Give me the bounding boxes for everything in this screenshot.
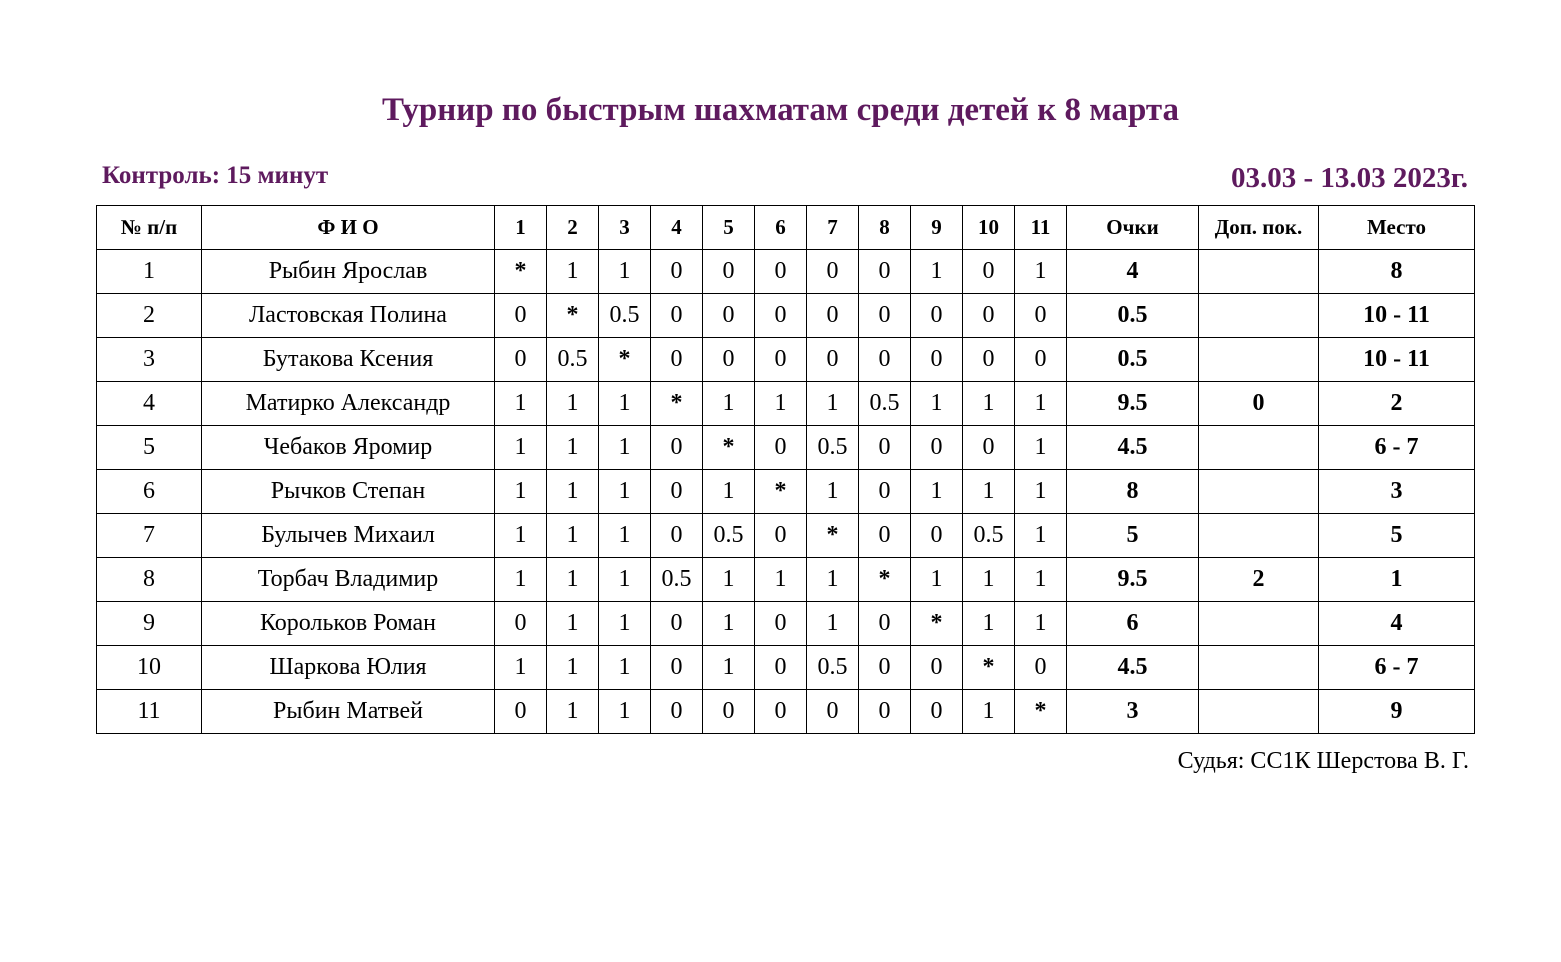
column-header: 3	[599, 206, 651, 250]
row-number: 1	[97, 250, 202, 294]
result-cell: *	[599, 338, 651, 382]
result-cell: 1	[599, 558, 651, 602]
place-cell: 6 - 7	[1319, 426, 1475, 470]
player-name: Ластовская Полина	[202, 294, 495, 338]
place-cell: 4	[1319, 602, 1475, 646]
result-cell: 0	[651, 690, 703, 734]
column-header: Очки	[1067, 206, 1199, 250]
result-cell: 0.5	[651, 558, 703, 602]
player-name: Корольков Роман	[202, 602, 495, 646]
result-cell: 0	[755, 338, 807, 382]
result-cell: 1	[495, 514, 547, 558]
table-row	[97, 338, 1475, 382]
player-name: Булычев Михаил	[202, 514, 495, 558]
table-row	[97, 294, 1475, 338]
result-cell: 1	[963, 382, 1015, 426]
result-cell: 0	[1015, 338, 1067, 382]
result-cell: 0	[911, 514, 963, 558]
column-header: 2	[547, 206, 599, 250]
result-cell: 1	[599, 602, 651, 646]
result-cell: 1	[703, 558, 755, 602]
tiebreak-cell	[1199, 426, 1319, 470]
tiebreak-cell	[1199, 514, 1319, 558]
row-number: 3	[97, 338, 202, 382]
column-header: 11	[1015, 206, 1067, 250]
result-cell: 1	[1015, 602, 1067, 646]
player-name: Рыбин Ярослав	[202, 250, 495, 294]
column-header: 1	[495, 206, 547, 250]
result-cell: 0	[651, 602, 703, 646]
result-cell: 0	[651, 294, 703, 338]
result-cell: 1	[1015, 426, 1067, 470]
result-cell: *	[1015, 690, 1067, 734]
result-cell: 0	[755, 426, 807, 470]
result-cell: 0	[651, 250, 703, 294]
result-cell: 1	[963, 558, 1015, 602]
row-number: 11	[97, 690, 202, 734]
result-cell: 1	[1015, 558, 1067, 602]
place-cell: 8	[1319, 250, 1475, 294]
result-cell: 0	[963, 426, 1015, 470]
result-cell: 1	[495, 426, 547, 470]
place-cell: 6 - 7	[1319, 646, 1475, 690]
result-cell: 0	[703, 294, 755, 338]
result-cell: 1	[807, 470, 859, 514]
result-cell: 1	[547, 250, 599, 294]
result-cell: *	[495, 250, 547, 294]
player-name: Чебаков Яромир	[202, 426, 495, 470]
result-cell: 1	[547, 382, 599, 426]
result-cell: *	[859, 558, 911, 602]
result-cell: 0.5	[703, 514, 755, 558]
column-header: Место	[1319, 206, 1475, 250]
result-cell: 0	[807, 690, 859, 734]
points-cell: 9.5	[1067, 382, 1199, 426]
place-cell: 2	[1319, 382, 1475, 426]
tiebreak-cell	[1199, 690, 1319, 734]
result-cell: *	[547, 294, 599, 338]
place-cell: 3	[1319, 470, 1475, 514]
result-cell: 1	[807, 602, 859, 646]
result-cell: 1	[703, 646, 755, 690]
result-cell: 1	[547, 558, 599, 602]
result-cell: 0	[703, 338, 755, 382]
column-header: Доп. пок.	[1199, 206, 1319, 250]
table-row	[97, 470, 1475, 514]
result-cell: 1	[703, 382, 755, 426]
result-cell: 0	[963, 338, 1015, 382]
result-cell: 0	[1015, 294, 1067, 338]
result-cell: 1	[911, 558, 963, 602]
result-cell: 1	[547, 690, 599, 734]
result-cell: 1	[1015, 250, 1067, 294]
result-cell: 1	[599, 382, 651, 426]
tournament-dates: 03.03 - 13.03 2023г.	[1230, 162, 1468, 194]
tiebreak-cell: 2	[1199, 558, 1319, 602]
result-cell: 1	[599, 426, 651, 470]
column-header: 8	[859, 206, 911, 250]
column-header: 5	[703, 206, 755, 250]
result-cell: 0.5	[599, 294, 651, 338]
result-cell: 0	[963, 294, 1015, 338]
column-header: 6	[755, 206, 807, 250]
result-cell: 0	[911, 338, 963, 382]
result-cell: 1	[547, 514, 599, 558]
result-cell: 0.5	[807, 646, 859, 690]
result-cell: 0	[755, 250, 807, 294]
points-cell: 4.5	[1067, 646, 1199, 690]
place-cell: 1	[1319, 558, 1475, 602]
result-cell: *	[911, 602, 963, 646]
column-header: 4	[651, 206, 703, 250]
result-cell: 1	[547, 470, 599, 514]
row-number: 4	[97, 382, 202, 426]
place-cell: 10 - 11	[1319, 294, 1475, 338]
column-header: 9	[911, 206, 963, 250]
result-cell: 0	[859, 646, 911, 690]
time-control: Контроль: 15 минут	[102, 162, 329, 189]
result-cell: 0	[911, 690, 963, 734]
tiebreak-cell: 0	[1199, 382, 1319, 426]
result-cell: 0	[911, 426, 963, 470]
place-cell: 10 - 11	[1319, 338, 1475, 382]
result-cell: 1	[599, 690, 651, 734]
result-cell: *	[807, 514, 859, 558]
column-header: Ф И О	[202, 206, 495, 250]
result-cell: 1	[495, 646, 547, 690]
result-cell: 1	[1015, 470, 1067, 514]
result-cell: 0	[911, 294, 963, 338]
result-cell: 1	[495, 382, 547, 426]
result-cell: 0	[859, 294, 911, 338]
tiebreak-cell	[1199, 470, 1319, 514]
result-cell: 0	[859, 690, 911, 734]
result-cell: *	[963, 646, 1015, 690]
result-cell: 0	[755, 294, 807, 338]
result-cell: 0	[859, 250, 911, 294]
result-cell: 0	[651, 514, 703, 558]
result-cell: 0	[755, 602, 807, 646]
result-cell: 1	[547, 426, 599, 470]
result-cell: 0	[859, 602, 911, 646]
result-cell: 0	[651, 426, 703, 470]
result-cell: 0	[495, 690, 547, 734]
table-row	[97, 426, 1475, 470]
result-cell: 0	[703, 250, 755, 294]
points-cell: 5	[1067, 514, 1199, 558]
table-row	[97, 382, 1475, 426]
result-cell: 0	[495, 294, 547, 338]
result-cell: 1	[755, 382, 807, 426]
place-cell: 9	[1319, 690, 1475, 734]
tiebreak-cell	[1199, 250, 1319, 294]
result-cell: 1	[599, 250, 651, 294]
result-cell: 0	[807, 250, 859, 294]
result-cell: 1	[755, 558, 807, 602]
result-cell: 0	[963, 250, 1015, 294]
points-cell: 9.5	[1067, 558, 1199, 602]
result-cell: 1	[599, 514, 651, 558]
result-cell: 0	[807, 294, 859, 338]
table-body	[97, 250, 1475, 734]
column-header: 10	[963, 206, 1015, 250]
table-row	[97, 602, 1475, 646]
result-cell: 0	[911, 646, 963, 690]
tiebreak-cell	[1199, 338, 1319, 382]
result-cell: 0	[495, 602, 547, 646]
row-number: 2	[97, 294, 202, 338]
result-cell: 1	[547, 646, 599, 690]
result-cell: 0.5	[963, 514, 1015, 558]
row-number: 9	[97, 602, 202, 646]
row-number: 10	[97, 646, 202, 690]
row-number: 6	[97, 470, 202, 514]
points-cell: 3	[1067, 690, 1199, 734]
result-cell: 1	[547, 602, 599, 646]
result-cell: 1	[911, 470, 963, 514]
result-cell: 1	[963, 470, 1015, 514]
result-cell: 1	[1015, 382, 1067, 426]
points-cell: 4.5	[1067, 426, 1199, 470]
result-cell: 0	[807, 338, 859, 382]
row-number: 5	[97, 426, 202, 470]
result-cell: 0	[859, 426, 911, 470]
result-cell: 0.5	[547, 338, 599, 382]
player-name: Бутакова Ксения	[202, 338, 495, 382]
result-cell: 0.5	[807, 426, 859, 470]
place-cell: 5	[1319, 514, 1475, 558]
judge-signature: Судья: СС1К Шерстова В. Г.	[1177, 748, 1469, 774]
result-cell: 0.5	[859, 382, 911, 426]
result-cell: 0	[859, 338, 911, 382]
result-cell: *	[755, 470, 807, 514]
result-cell: 1	[1015, 514, 1067, 558]
column-header: 7	[807, 206, 859, 250]
result-cell: 1	[911, 250, 963, 294]
table-row	[97, 514, 1475, 558]
player-name: Матирко Александр	[202, 382, 495, 426]
crosstable	[96, 205, 1475, 734]
result-cell: 0	[755, 646, 807, 690]
column-header: № п/п	[97, 206, 202, 250]
points-cell: 6	[1067, 602, 1199, 646]
points-cell: 0.5	[1067, 338, 1199, 382]
row-number: 7	[97, 514, 202, 558]
points-cell: 0.5	[1067, 294, 1199, 338]
tiebreak-cell	[1199, 646, 1319, 690]
result-cell: 1	[807, 382, 859, 426]
result-cell: 0	[703, 690, 755, 734]
result-cell: 1	[703, 602, 755, 646]
result-cell: 0	[651, 470, 703, 514]
points-cell: 4	[1067, 250, 1199, 294]
result-cell: 0	[651, 646, 703, 690]
table-row	[97, 646, 1475, 690]
result-cell: 1	[599, 470, 651, 514]
result-cell: 0	[1015, 646, 1067, 690]
result-cell: 1	[911, 382, 963, 426]
result-cell: 0	[495, 338, 547, 382]
player-name: Рычков Степан	[202, 470, 495, 514]
result-cell: 0	[755, 690, 807, 734]
result-cell: 1	[495, 470, 547, 514]
row-number: 8	[97, 558, 202, 602]
result-cell: 0	[755, 514, 807, 558]
result-cell: 1	[963, 602, 1015, 646]
player-name: Шаркова Юлия	[202, 646, 495, 690]
tiebreak-cell	[1199, 294, 1319, 338]
result-cell: 0	[859, 514, 911, 558]
page-title: Турнир по быстрым шахматам среди детей к 8 марта	[381, 92, 1179, 128]
result-cell: 1	[963, 690, 1015, 734]
table-row	[97, 690, 1475, 734]
result-cell: *	[651, 382, 703, 426]
player-name: Рыбин Матвей	[202, 690, 495, 734]
result-cell: 0	[859, 470, 911, 514]
table-row	[97, 250, 1475, 294]
result-cell: 1	[495, 558, 547, 602]
result-cell: *	[703, 426, 755, 470]
tiebreak-cell	[1199, 602, 1319, 646]
header-row	[97, 206, 1475, 250]
result-cell: 1	[703, 470, 755, 514]
result-cell: 1	[807, 558, 859, 602]
result-cell: 1	[599, 646, 651, 690]
table-row	[97, 558, 1475, 602]
player-name: Торбач Владимир	[202, 558, 495, 602]
points-cell: 8	[1067, 470, 1199, 514]
result-cell: 0	[651, 338, 703, 382]
